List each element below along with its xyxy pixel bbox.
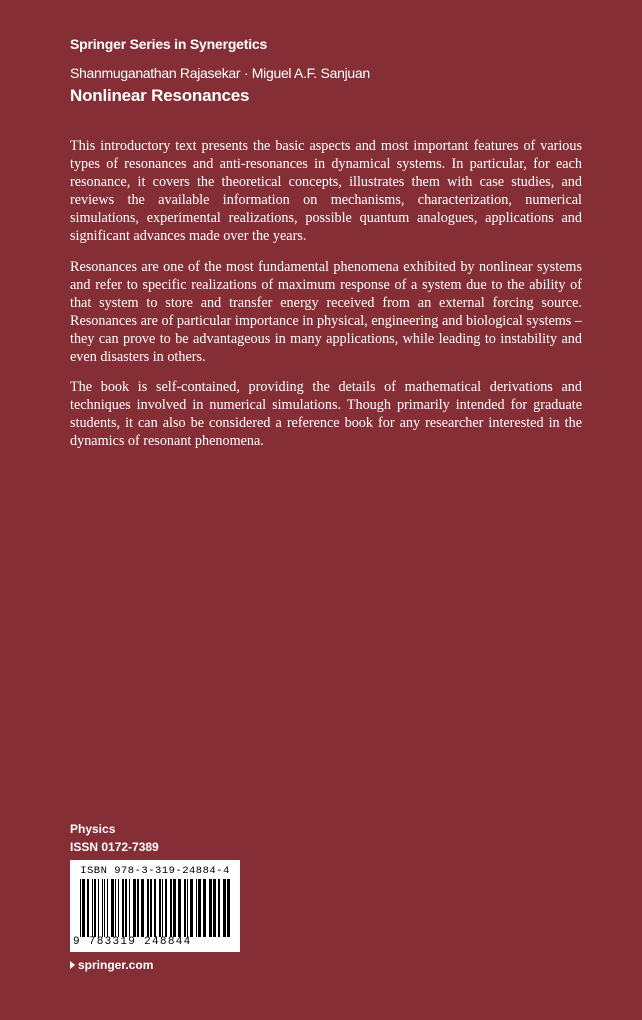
barcode-digits: 9 783319 248844: [73, 936, 192, 948]
blurb: [70, 137, 582, 463]
blurb-paragraph: This introductory text presents the basic aspects and most important features of various types of resonances and anti-resonances in dynamical systems. In particular, for each resonance, it covers the theoretical concepts, illustrates them with case studies, and reviews the available information on mechanisms, characterization, numerical simulations, experimental realizations, possible quantum analogues, applications and significant advances made over the years.: [70, 138, 582, 245]
isbn-label: ISBN 978-3-319-24884-4: [80, 865, 230, 877]
issn: ISSN 0172-7389: [70, 840, 159, 854]
series-name: Springer Series in Synergetics: [70, 36, 268, 52]
book-title: Nonlinear Resonances: [70, 86, 250, 105]
blurb-paragraph: The book is self-contained, providing the details of mathematical derivations and techniques involved in numerical simulations. Though primarily intended for graduate students, it can also be considered a reference book for any researcher interested in the dynamics of resonant phenomena.: [70, 379, 582, 450]
website-link[interactable]: [70, 958, 153, 972]
website-label: springer.com: [78, 958, 154, 972]
blurb-paragraph: Resonances are one of the most fundamental phenomena exhibited by nonlinear systems and refer to specific realizations of maximum response of a system due to the ability of that system to store and transfer energy received from an external forcing source. Resonances are of particular importance in physical, engineering and biological systems – they can prove to be advantageous in many applications, while leading to instability and even disasters in others.: [70, 258, 582, 366]
subject-label: Physics: [70, 822, 116, 836]
barcode-bars: [78, 879, 234, 937]
barcode: [70, 860, 240, 952]
authors: Shanmuganathan Rajasekar · Miguel A.F. Sanjuan: [70, 65, 370, 81]
arrow-icon: [70, 961, 75, 969]
